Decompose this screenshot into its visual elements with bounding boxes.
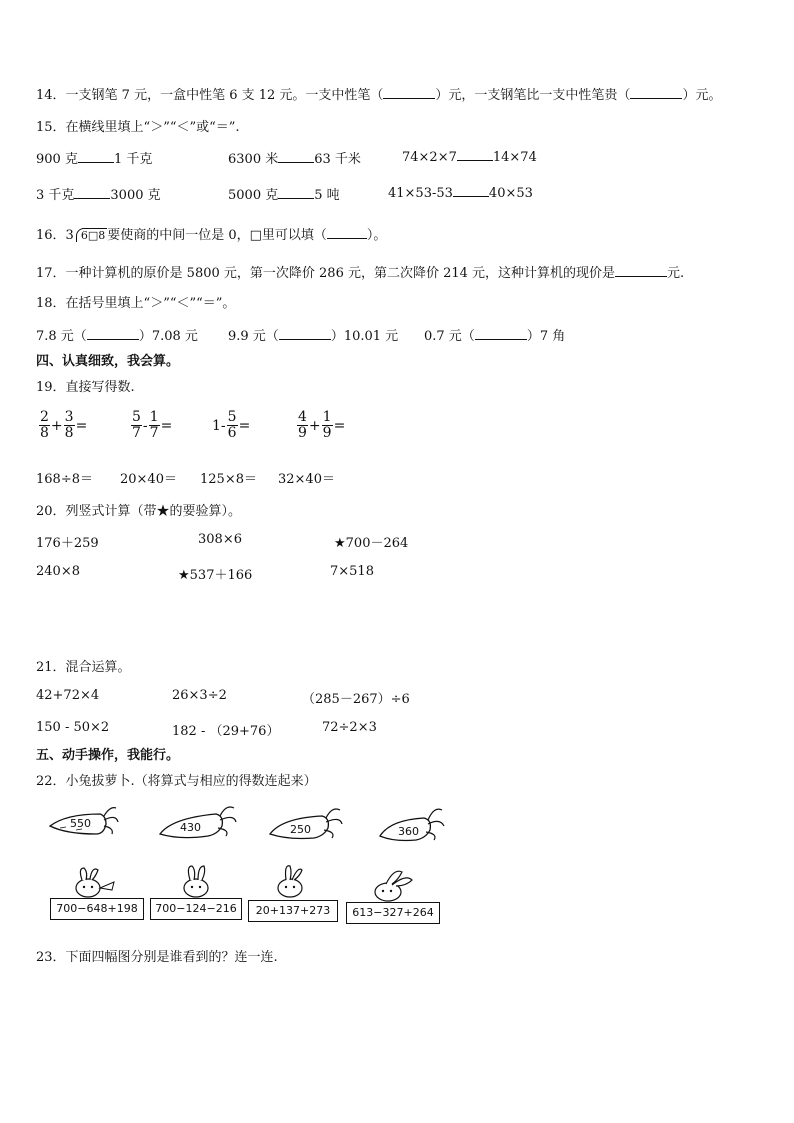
long-division: 3 6□8 xyxy=(65,228,106,243)
answer-blank[interactable] xyxy=(615,264,667,277)
carrot-value: 550 xyxy=(70,817,91,830)
carrot-icon[interactable] xyxy=(376,800,446,848)
calc-item: 32×40＝ xyxy=(278,472,335,487)
answer-blank[interactable] xyxy=(383,86,435,99)
calc-item: 7×518 xyxy=(330,564,374,579)
compare-item: 3 千克 3000 克 xyxy=(36,188,161,203)
rabbit-icon xyxy=(176,864,216,902)
calc-item: 150 - 50×2 xyxy=(36,720,110,735)
calc-item: 176＋259 xyxy=(36,536,99,551)
expression-box[interactable]: 700−124−216 xyxy=(150,898,242,920)
answer-blank[interactable] xyxy=(457,148,493,161)
calc-item: ★537＋166 xyxy=(178,568,253,583)
answer-blank[interactable] xyxy=(279,327,331,340)
fraction-expression: 1- $\frac{5}{6}$ = xyxy=(212,409,251,441)
compare-item: 6300 米 63 千米 xyxy=(228,152,361,167)
answer-blank[interactable] xyxy=(278,186,314,199)
carrot-value: 430 xyxy=(180,821,201,834)
question-22-title: 22．小兔拔萝卜.（将算式与相应的得数连起来） xyxy=(36,774,317,789)
fraction-expression: $\frac{2}{8}$ + $\frac{3}{8}$ = xyxy=(40,409,88,441)
expression-box[interactable]: 613−327+264 xyxy=(346,902,440,924)
compare-item: 0.7 元（ ）7 角 xyxy=(424,329,566,344)
answer-blank[interactable] xyxy=(78,150,114,163)
expression-box[interactable]: 20+137+273 xyxy=(248,900,338,922)
calc-item: 42+72×4 xyxy=(36,688,100,703)
calc-item: 26×3÷2 xyxy=(172,688,227,703)
answer-blank[interactable] xyxy=(278,150,314,163)
compare-item: 9.9 元（ ）10.01 元 xyxy=(228,329,399,344)
compare-item: 7.8 元（ ）7.08 元 xyxy=(36,329,198,344)
question-15-title: 15．在横线里填上“＞”“＜”或“＝”. xyxy=(36,120,240,135)
compare-item: 74×2×7 14×74 xyxy=(402,150,537,165)
carrot-value: 360 xyxy=(398,825,419,838)
section-heading: 四、认真细致，我会算。 xyxy=(36,354,180,369)
fraction-expression: $\frac{5}{7}$ - $\frac{1}{7}$ = xyxy=(132,409,173,441)
answer-blank[interactable] xyxy=(327,226,367,239)
rabbit-icon xyxy=(68,866,120,902)
question-20-title: 20．列竖式计算（带★的要验算）。 xyxy=(36,504,242,519)
calc-item: 240×8 xyxy=(36,564,80,579)
compare-item: 41×53-53 40×53 xyxy=(388,186,533,201)
calc-item: ★700－264 xyxy=(334,536,409,551)
rabbit-icon xyxy=(270,862,310,902)
answer-blank[interactable] xyxy=(74,186,110,199)
compare-item: 5000 克 5 吨 xyxy=(228,188,340,203)
expression-box[interactable]: 700−648+198 xyxy=(50,898,144,920)
calc-item: （285－267）÷6 xyxy=(302,692,410,707)
calc-item: 72÷2×3 xyxy=(322,720,377,735)
carrot-icon xyxy=(376,800,446,848)
calc-item: 182 - （29+76） xyxy=(172,724,280,739)
question-17: 17．一种计算机的原价是 5800 元，第一次降价 286 元，第二次降价 214 元，这种计算机的现价是 元. xyxy=(36,266,685,281)
rabbit-icon xyxy=(368,868,414,906)
carrot-value: 250 xyxy=(290,823,311,836)
answer-blank[interactable] xyxy=(87,327,139,340)
answer-blank[interactable] xyxy=(630,86,682,99)
question-16: 16．3 6□8 要使商的中间一位是 0，□里可以填（ ）。 xyxy=(36,228,387,243)
answer-blank[interactable] xyxy=(453,184,489,197)
question-18-title: 18．在括号里填上“＞”“＜”“＝”。 xyxy=(36,296,236,311)
question-21-title: 21．混合运算。 xyxy=(36,660,131,675)
question-23-title: 23．下面四幅图分别是谁看到的？连一连. xyxy=(36,950,278,965)
answer-blank[interactable] xyxy=(475,327,527,340)
question-19-title: 19．直接写得数. xyxy=(36,380,135,395)
compare-item: 900 克 1 千克 xyxy=(36,152,153,167)
calc-item: 20×40＝ xyxy=(120,472,177,487)
calc-item: 125×8＝ xyxy=(200,472,257,487)
fraction-expression: $\frac{4}{9}$ + $\frac{1}{9}$ = xyxy=(298,409,346,441)
question-14: 14．一支钢笔 7 元，一盒中性笔 6 支 12 元。一支中性笔（ ）元，一支钢笔比一支中性笔贵（ ）元。 xyxy=(36,88,722,103)
calc-item: 308×6 xyxy=(198,532,242,547)
section-heading: 五、动手操作，我能行。 xyxy=(36,748,180,763)
calc-item: 168÷8＝ xyxy=(36,472,93,487)
